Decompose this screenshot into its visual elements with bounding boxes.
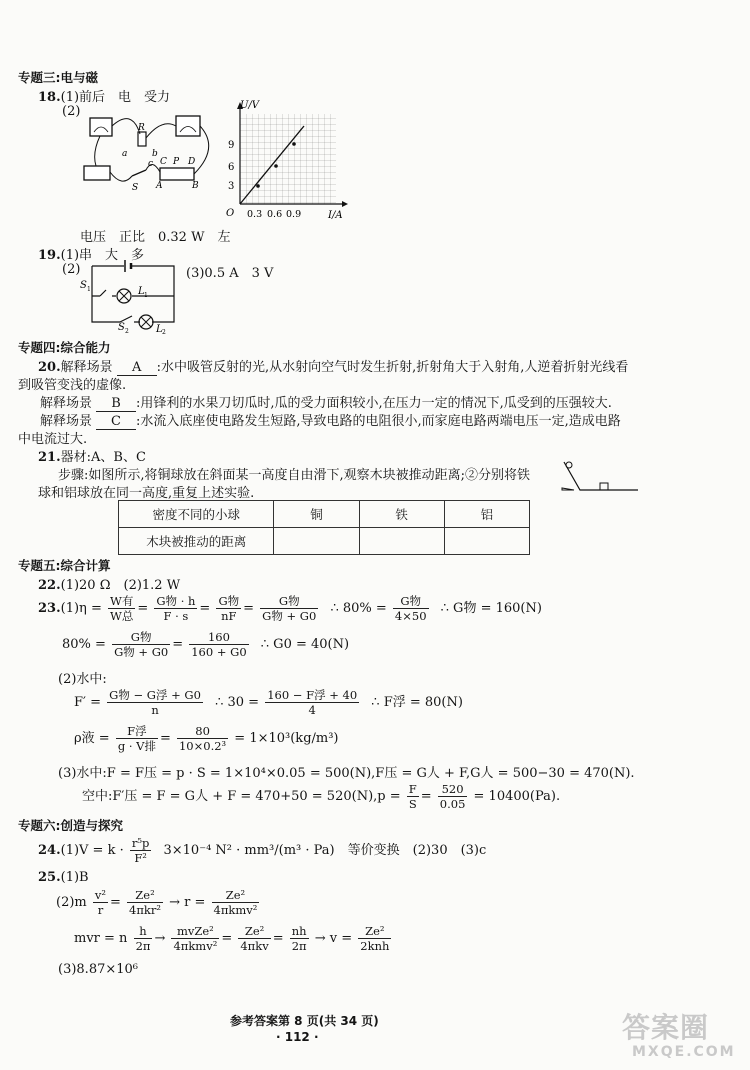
label-c: c: [148, 159, 154, 169]
q21-steps-cont: 球和铝球放在同一高度,重复上述实验.: [38, 486, 255, 501]
q21-steps: 步骤:如图所示,将铜球放在斜面某一高度自由滑下,观察木块被推动距离;②分别将铁: [58, 468, 531, 483]
eq-text: ∴ F浮 = 80(N): [371, 695, 463, 710]
label-P: P: [173, 157, 180, 167]
q24-line: [38, 836, 486, 865]
eq-text: = 10400(Pa).: [473, 789, 561, 804]
x-tick: 0.3: [247, 209, 263, 220]
fraction: $\frac{\text{Ze²}}{\text{4πkmv²}}$: [213, 888, 258, 917]
section-5-title: 专题五:综合计算: [18, 558, 111, 573]
q18-part2-label: (2): [62, 104, 81, 119]
q20-number: 20.: [38, 360, 61, 375]
eq-text: F′ =: [74, 695, 101, 710]
q20-line3: [40, 410, 621, 430]
table-cell: 木块被推动的距离: [119, 528, 274, 555]
q24-number: 24.: [38, 843, 61, 858]
label-R: R: [138, 123, 145, 133]
eq-text: = 1×10³(kg/m³): [234, 731, 339, 746]
table-cell: 铝: [444, 501, 529, 528]
graph-grid: [240, 114, 336, 204]
fraction: $\frac{\text{W有}}{\text{W总}}$: [110, 594, 134, 623]
section-3-title: 专题三:电与磁: [18, 70, 98, 85]
table-cell: 密度不同的小球: [119, 501, 274, 528]
eq-text: ∴ G0 = 40(N): [260, 637, 350, 652]
incline-diagram: [560, 460, 640, 494]
fraction: $\frac{\text{Ze²}}{\text{4πkr²}}$: [129, 888, 161, 917]
q19-circuit-diagram: [78, 258, 188, 334]
q23-part2-label: (2)水中:: [58, 672, 107, 687]
fraction: $\frac{h}{2\pi}$: [135, 924, 151, 953]
eq-text: (2)m: [56, 895, 87, 910]
data-point: [274, 164, 278, 168]
y-tick: 6: [228, 162, 235, 173]
q25-line2: (2)m $\frac{\text{v²}}{r}$ = $\frac{\text{Ze²}}{\text{4πkr²}}$ → r = $\frac{\text{Ze²}}{\text{4πkmv²}}$: [56, 888, 258, 917]
table-cell: 铁: [359, 501, 444, 528]
q20-explanation-c: :水流入底座使电路发生短路,导致电路的电阻很小,而家庭电路两端电压一定,造成电路: [136, 414, 621, 429]
q21-line1: [38, 446, 146, 465]
ammeter-shape: [176, 116, 200, 136]
label-A: A: [156, 181, 163, 191]
q20-explanation-c-cont: 中电流过大.: [18, 432, 88, 447]
q20-explanation-b: :用锋利的水果刀切瓜时,瓜的受力面积较小,在压力一定的情况下,瓜受到的压强较大.: [136, 396, 612, 411]
fraction: $\frac{\text{Ze²}}{\text{4πkv}}$: [240, 924, 269, 953]
fraction: $\frac{\text{r⁵p}}{\text{F²}}$: [131, 836, 150, 865]
x-axis-label: I/A: [328, 210, 343, 221]
eq-text: mvr = n: [74, 931, 128, 946]
y-tick: 9: [228, 140, 235, 151]
branch-1: [92, 290, 174, 296]
rheostat-shape: [138, 132, 146, 146]
page-number: · 112 ·: [276, 1030, 319, 1044]
watermark-url: MXQE.COM: [632, 1044, 736, 1060]
label-l1: L: [138, 286, 145, 297]
q20-answer-a: A: [117, 360, 157, 376]
q18-circuit-diagram: [72, 108, 222, 198]
wood-block-icon: [600, 483, 608, 490]
label-s2-sub: 2: [125, 328, 129, 334]
fraction: $\frac{\text{mvZe²}}{\text{4πkmv²}}$: [173, 924, 218, 953]
table-row: [119, 528, 530, 555]
fraction: $\frac{\text{G物}}{\text{G物 + G0}}$: [114, 630, 169, 659]
battery-shape: [84, 166, 110, 180]
y-tick: 3: [228, 181, 235, 192]
fraction: $\frac{80}{\text{10×0.2³}}$: [178, 724, 227, 753]
q20-answer-b: B: [96, 396, 136, 412]
eq-text: ρ液 =: [74, 731, 110, 746]
eq-text: ∴ 30 =: [215, 695, 260, 710]
fraction: $\frac{160}{160 + G0}$: [191, 630, 247, 659]
q18-answer: 电压 正比 0.32 W 左: [80, 230, 231, 245]
label-l2: L: [156, 324, 163, 334]
q25-line3: mvr = n $\frac{h}{2\pi}$ → $\frac{\text{mvZe²}}{\text{4πkmv²}}$ = $\frac{\text{Ze²}}{\text{4πkv}}$ = $\frac{nh}{2\pi}$ → v = $\frac{\text{Ze²}}{\text{2knh}}$: [74, 924, 390, 953]
fraction: $\frac{F}{S}$: [408, 782, 417, 811]
label-a: a: [122, 149, 128, 159]
label-l2-sub: 2: [162, 329, 166, 334]
label-S: S: [132, 183, 139, 193]
q25-line4: (3)8.87×10⁶: [58, 962, 139, 977]
y-axis-label: U/V: [240, 100, 260, 111]
eq-text: ∴ 80% =: [330, 601, 387, 616]
eq-text: 空中:F′压 = F = G人 + F = 470+50 = 520(N),p =: [82, 789, 401, 804]
q20-line2: [40, 392, 612, 412]
label-l1-sub: 1: [144, 292, 148, 299]
label-C: C: [160, 157, 167, 167]
q23-line1: 23.(1)η = $\frac{\text{W有}}{\text{W总}}$ = $\frac{\text{G物 · h}}{F \cdot s}$ = $\frac{\text{G物}}{nF}$ = $\frac{\text{G物}}{\text{G物 + G0}}$ ∴ 80% = $\frac{\text{G物}}{4\times 50}$ ∴ G物 = 160(N): [38, 594, 542, 623]
q21-number: 21.: [38, 450, 61, 465]
table-cell: [444, 528, 529, 555]
q19-part1: (1)串 大 多: [60, 248, 145, 263]
label-s1-sub: 1: [87, 286, 91, 293]
eq-text: → r =: [169, 895, 206, 910]
fraction: $\frac{\text{G物 · h}}{F \cdot s}$: [156, 594, 196, 623]
q22-number: 22.: [38, 578, 61, 593]
table-cell: 铜: [274, 501, 359, 528]
table-cell: [359, 528, 444, 555]
ball-icon: [566, 462, 572, 468]
x-tick: 0.9: [286, 209, 302, 220]
q23-line4: [74, 688, 463, 717]
origin-label: O: [226, 208, 235, 219]
switch-shape: [132, 170, 146, 176]
page-footer-info: 参考答案第 8 页(共 34 页): [230, 1014, 379, 1028]
fraction: $\frac{\text{G物}}{\text{G物 + G0}}$: [262, 594, 317, 623]
q21-materials: 器材:A、B、C: [60, 450, 146, 465]
fraction: $\frac{\text{G物}}{4\times 50}$: [394, 594, 427, 623]
q19-part3: (3)0.5 A 3 V: [186, 266, 274, 281]
eq-text: (1)V = k ·: [60, 843, 124, 858]
fraction: $\frac{nh}{2\pi}$: [291, 924, 307, 953]
fraction: $\frac{\text{v²}}{r}$: [94, 888, 106, 917]
eq-text: (1)B: [60, 870, 89, 885]
q20-answer-c: C: [96, 414, 136, 430]
q23-line2: 80% = $\frac{\text{G物}}{\text{G物 + G0}}$ = $\frac{160}{160 + G0}$ ∴ G0 = 40(N): [62, 630, 350, 659]
q18-line1: [38, 86, 170, 105]
q20-scene-label: 解释场景: [60, 360, 113, 375]
data-point: [292, 142, 296, 146]
section-6-title: 专题六:创造与探究: [18, 818, 123, 833]
x-tick: 0.6: [267, 209, 283, 220]
watermark-logo: 答案圈: [622, 1011, 710, 1044]
eq-text: 80% =: [62, 637, 106, 652]
label-s2: S: [118, 322, 125, 333]
table-cell: [274, 528, 359, 555]
q23-line7: 空中:F′压 = F = G人 + F = 470+50 = 520(N),p = $\frac{F}{S}$ = $\frac{520}{0.05}$ = 10400(Pa).: [82, 782, 561, 811]
label-B: B: [192, 181, 199, 191]
q22-line: [38, 574, 180, 593]
q22-answer: (1)20 Ω (2)1.2 W: [60, 578, 181, 593]
label-b: b: [152, 149, 158, 159]
fraction: $\frac{\text{G物}}{nF}$: [218, 594, 240, 623]
q25-number: 25.: [38, 870, 61, 885]
eq-text: (1)η =: [60, 601, 102, 616]
table-row: [119, 501, 530, 528]
label-s1: S: [80, 280, 87, 291]
data-point: [256, 184, 260, 188]
q21-table: [118, 500, 530, 555]
q20-explanation-a: :水中吸管反射的光,从水射向空气时发生折射,折射角大于入射角,人逆着折射光线看: [156, 360, 629, 375]
fraction: $\frac{\text{G物 − G浮 + G0}}{n}$: [109, 688, 201, 717]
fraction: $\frac{\text{F浮}}{\text{g · V排}}$: [117, 724, 156, 753]
q23-number: 23.: [38, 601, 61, 616]
q18-ui-graph: [222, 100, 352, 222]
q19-part2-label: (2): [62, 262, 81, 277]
eq-text: 3×10⁻⁴ N² · mm³/(m³ · Pa) 等价变换 (2)30 (3)c: [163, 843, 487, 858]
slide-rheostat-shape: [160, 168, 194, 180]
section-4-title: 专题四:综合能力: [18, 340, 111, 355]
q20-scene-label: 解释场景: [40, 414, 93, 429]
q18-number: 18.: [38, 90, 61, 105]
fraction: $\frac{520}{0.05}$: [439, 782, 466, 811]
fraction: $\frac{\text{160 − F浮 + 40}}{4}$: [267, 688, 358, 717]
q19-number: 19.: [38, 248, 61, 263]
eq-text: → v =: [314, 931, 353, 946]
eq-text: ∴ G物 = 160(N): [440, 601, 542, 616]
q23-line6: (3)水中:F = F压 = p · S = 1×10⁴×0.05 = 500(N),F压 = G人 + F,G人 = 500−30 = 470(N).: [58, 766, 635, 781]
q20-explanation-a-cont: 到吸管变浅的虚像.: [18, 378, 127, 393]
fraction: $\frac{\text{Ze²}}{\text{2knh}}$: [360, 924, 390, 953]
incline-slope: [564, 462, 638, 490]
q20-scene-label: 解释场景: [40, 396, 93, 411]
q25-line1: [38, 870, 89, 885]
q20-line1: [38, 356, 628, 376]
label-D: D: [188, 157, 196, 167]
q18-part1: (1)前后 电 受力: [60, 90, 171, 105]
q23-line5: ρ液 = $\frac{\text{F浮}}{\text{g · V排}}$ = $\frac{80}{\text{10×0.2³}}$ = 1×10³(kg/m³): [74, 724, 339, 753]
